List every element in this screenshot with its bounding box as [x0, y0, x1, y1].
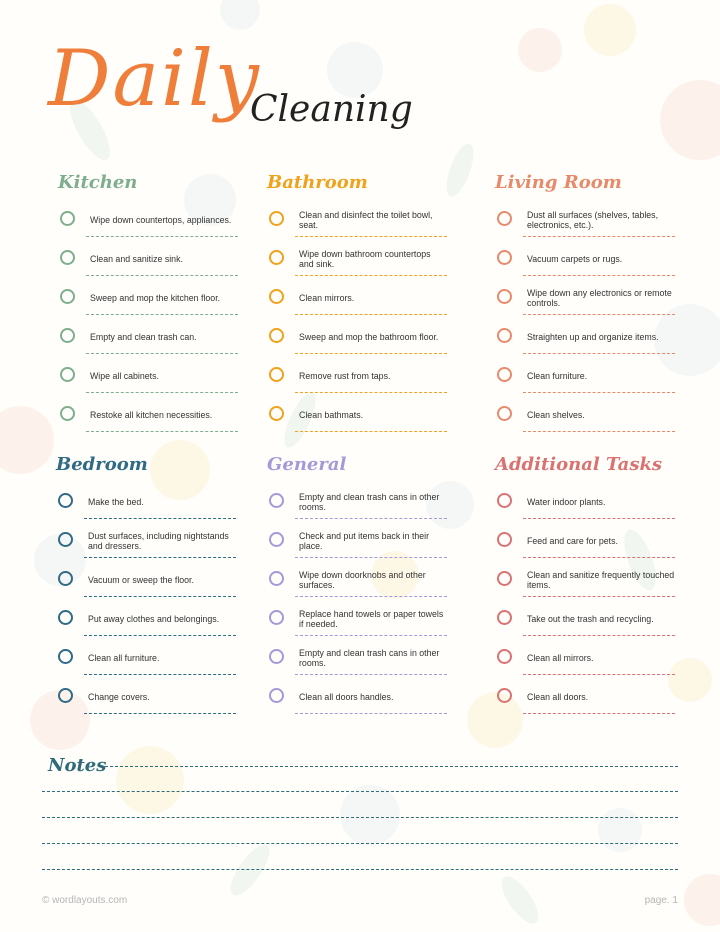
task-item	[495, 563, 675, 602]
task-item	[495, 242, 675, 281]
task-item	[58, 320, 238, 359]
task-divider	[295, 275, 447, 276]
task-label: Straighten up and organize items.	[527, 331, 659, 342]
task-label: Feed and care for pets.	[527, 535, 618, 546]
task-item	[267, 281, 447, 320]
task-label: Water indoor plants.	[527, 496, 606, 507]
task-item	[58, 242, 238, 281]
task-divider	[523, 674, 675, 675]
task-label: Dust all surfaces (shelves, tables, electronics, etc.).	[527, 209, 659, 230]
task-checkbox[interactable]	[497, 649, 512, 664]
task-item	[58, 281, 238, 320]
task-item	[56, 602, 236, 641]
section-kitchen	[58, 169, 238, 437]
notes-line[interactable]	[42, 869, 678, 870]
task-checkbox[interactable]	[497, 211, 512, 226]
task-checkbox[interactable]	[269, 211, 284, 226]
task-divider	[295, 236, 447, 237]
task-checkbox[interactable]	[497, 367, 512, 382]
task-label: Empty and clean trash cans in other rooms.	[299, 491, 440, 512]
task-checkbox[interactable]	[269, 367, 284, 382]
title-daily: Daily	[48, 34, 261, 124]
task-checkbox[interactable]	[58, 649, 73, 664]
task-divider	[523, 596, 675, 597]
task-checkbox[interactable]	[60, 406, 75, 421]
section-additional	[495, 451, 675, 719]
footer-copyright: © wordlayouts.com	[42, 895, 128, 906]
task-divider	[523, 236, 675, 237]
task-item	[495, 398, 675, 437]
task-item	[495, 320, 675, 359]
task-label: Put away clothes and belongings.	[88, 613, 220, 624]
task-divider	[84, 518, 236, 519]
task-item	[56, 680, 236, 719]
task-divider	[523, 557, 675, 558]
task-item	[267, 398, 447, 437]
section-title: Living Room	[495, 172, 622, 193]
task-label: Clean and sanitize sink.	[90, 253, 183, 264]
task-label: Clean bathmats.	[299, 409, 364, 420]
task-checkbox[interactable]	[58, 688, 73, 703]
task-item	[267, 203, 447, 242]
task-divider	[523, 314, 675, 315]
footer-page-number: page. 1	[644, 895, 678, 906]
task-item	[495, 524, 675, 563]
task-divider	[523, 275, 675, 276]
task-divider	[295, 557, 447, 558]
section-general	[267, 451, 447, 719]
task-item	[267, 563, 447, 602]
section-title: General	[267, 454, 347, 475]
task-item	[56, 563, 236, 602]
task-checkbox[interactable]	[497, 406, 512, 421]
task-label: Clean and sanitize frequently touched items.	[527, 569, 675, 590]
task-label: Clean furniture.	[527, 370, 588, 381]
task-divider	[523, 713, 675, 714]
task-label: Make the bed.	[88, 496, 144, 507]
task-divider	[86, 236, 238, 237]
task-checkbox[interactable]	[58, 532, 73, 547]
task-item	[495, 641, 675, 680]
task-checkbox[interactable]	[60, 289, 75, 304]
task-label: Vacuum carpets or rugs.	[527, 253, 623, 264]
task-divider	[523, 353, 675, 354]
task-divider	[295, 674, 447, 675]
task-item	[58, 359, 238, 398]
task-item	[495, 203, 675, 242]
task-item	[267, 641, 447, 680]
task-item	[267, 320, 447, 359]
task-label: Take out the trash and recycling.	[527, 613, 654, 624]
task-label: Clean mirrors.	[299, 292, 355, 303]
task-label: Wipe down countertops, appliances.	[90, 214, 232, 225]
task-item	[56, 485, 236, 524]
task-label: Wipe down doorknobs and other surfaces.	[299, 569, 426, 590]
task-item	[56, 641, 236, 680]
task-label: Clean all mirrors.	[527, 652, 594, 663]
task-label: Dust surfaces, including nightstands and dressers.	[88, 530, 229, 551]
section-title: Bedroom	[56, 454, 148, 475]
task-label: Vacuum or sweep the floor.	[88, 574, 194, 585]
task-checkbox[interactable]	[497, 250, 512, 265]
task-divider	[295, 713, 447, 714]
section-title: Kitchen	[58, 172, 138, 193]
task-label: Change covers.	[88, 691, 150, 702]
notes-label: Notes	[48, 755, 107, 776]
task-divider	[84, 674, 236, 675]
task-item	[267, 485, 447, 524]
task-label: Sweep and mop the bathroom floor.	[299, 331, 439, 342]
task-item	[58, 203, 238, 242]
task-checkbox[interactable]	[269, 406, 284, 421]
task-divider	[84, 596, 236, 597]
task-label: Empty and clean trash cans in other rooms.	[299, 647, 440, 668]
task-divider	[523, 392, 675, 393]
task-divider	[86, 314, 238, 315]
task-checkbox[interactable]	[269, 532, 284, 547]
task-checkbox[interactable]	[60, 328, 75, 343]
task-divider	[295, 635, 447, 636]
task-item	[495, 281, 675, 320]
task-label: Sweep and mop the kitchen floor.	[90, 292, 221, 303]
notes-line[interactable]	[42, 843, 678, 844]
task-label: Check and put items back in their place.	[299, 530, 430, 551]
task-checkbox[interactable]	[269, 571, 284, 586]
task-label: Wipe down bathroom countertops and sink.	[299, 248, 431, 269]
section-bathroom	[267, 169, 447, 437]
task-checkbox[interactable]	[497, 289, 512, 304]
task-label: Restoke all kitchen necessities.	[90, 409, 213, 420]
task-label: Clean all furniture.	[88, 652, 160, 663]
task-divider	[295, 353, 447, 354]
task-label: Replace hand towels or paper towels if needed.	[299, 608, 444, 629]
section-living	[495, 169, 675, 437]
task-item	[495, 602, 675, 641]
task-item	[495, 680, 675, 719]
task-label: Empty and clean trash can.	[90, 331, 197, 342]
notes-line[interactable]	[42, 791, 678, 792]
task-checkbox[interactable]	[497, 610, 512, 625]
task-label: Clean and disinfect the toilet bowl, seat.	[299, 209, 433, 230]
task-checkbox[interactable]	[269, 289, 284, 304]
section-title: Bathroom	[267, 172, 368, 193]
task-divider	[84, 557, 236, 558]
task-checkbox[interactable]	[58, 610, 73, 625]
task-checkbox[interactable]	[497, 328, 512, 343]
task-item	[267, 680, 447, 719]
task-label: Wipe down any electronics or remote controls.	[527, 287, 672, 308]
task-checkbox[interactable]	[269, 328, 284, 343]
task-checkbox[interactable]	[269, 610, 284, 625]
section-bedroom	[56, 451, 236, 719]
task-checkbox[interactable]	[269, 250, 284, 265]
task-checkbox[interactable]	[60, 250, 75, 265]
task-divider	[295, 314, 447, 315]
task-divider	[295, 431, 447, 432]
task-divider	[295, 518, 447, 519]
task-divider	[86, 431, 238, 432]
task-item	[267, 242, 447, 281]
task-checkbox[interactable]	[497, 532, 512, 547]
task-divider	[523, 518, 675, 519]
task-checkbox[interactable]	[269, 688, 284, 703]
task-checkbox[interactable]	[58, 493, 73, 508]
task-divider	[295, 596, 447, 597]
task-checkbox[interactable]	[60, 211, 75, 226]
task-divider	[84, 713, 236, 714]
task-item	[56, 524, 236, 563]
task-checkbox[interactable]	[58, 571, 73, 586]
notes-line[interactable]	[42, 817, 678, 818]
task-item	[495, 485, 675, 524]
task-item	[58, 398, 238, 437]
task-checkbox[interactable]	[497, 688, 512, 703]
task-checkbox[interactable]	[269, 649, 284, 664]
task-label: Wipe all cabinets.	[90, 370, 159, 381]
task-divider	[523, 431, 675, 432]
title-cleaning: Cleaning	[250, 89, 413, 130]
task-checkbox[interactable]	[269, 493, 284, 508]
task-item	[495, 359, 675, 398]
task-checkbox[interactable]	[60, 367, 75, 382]
notes-line[interactable]	[100, 766, 678, 767]
task-divider	[86, 353, 238, 354]
task-divider	[86, 392, 238, 393]
task-divider	[295, 392, 447, 393]
task-label: Clean shelves.	[527, 409, 585, 420]
task-label: Clean all doors handles.	[299, 691, 394, 702]
task-item	[267, 359, 447, 398]
task-label: Clean all doors.	[527, 691, 589, 702]
task-divider	[523, 635, 675, 636]
task-label: Remove rust from taps.	[299, 370, 391, 381]
task-item	[267, 602, 447, 641]
task-checkbox[interactable]	[497, 571, 512, 586]
task-divider	[86, 275, 238, 276]
task-divider	[84, 635, 236, 636]
section-title: Additional Tasks	[495, 454, 663, 475]
task-checkbox[interactable]	[497, 493, 512, 508]
task-item	[267, 524, 447, 563]
